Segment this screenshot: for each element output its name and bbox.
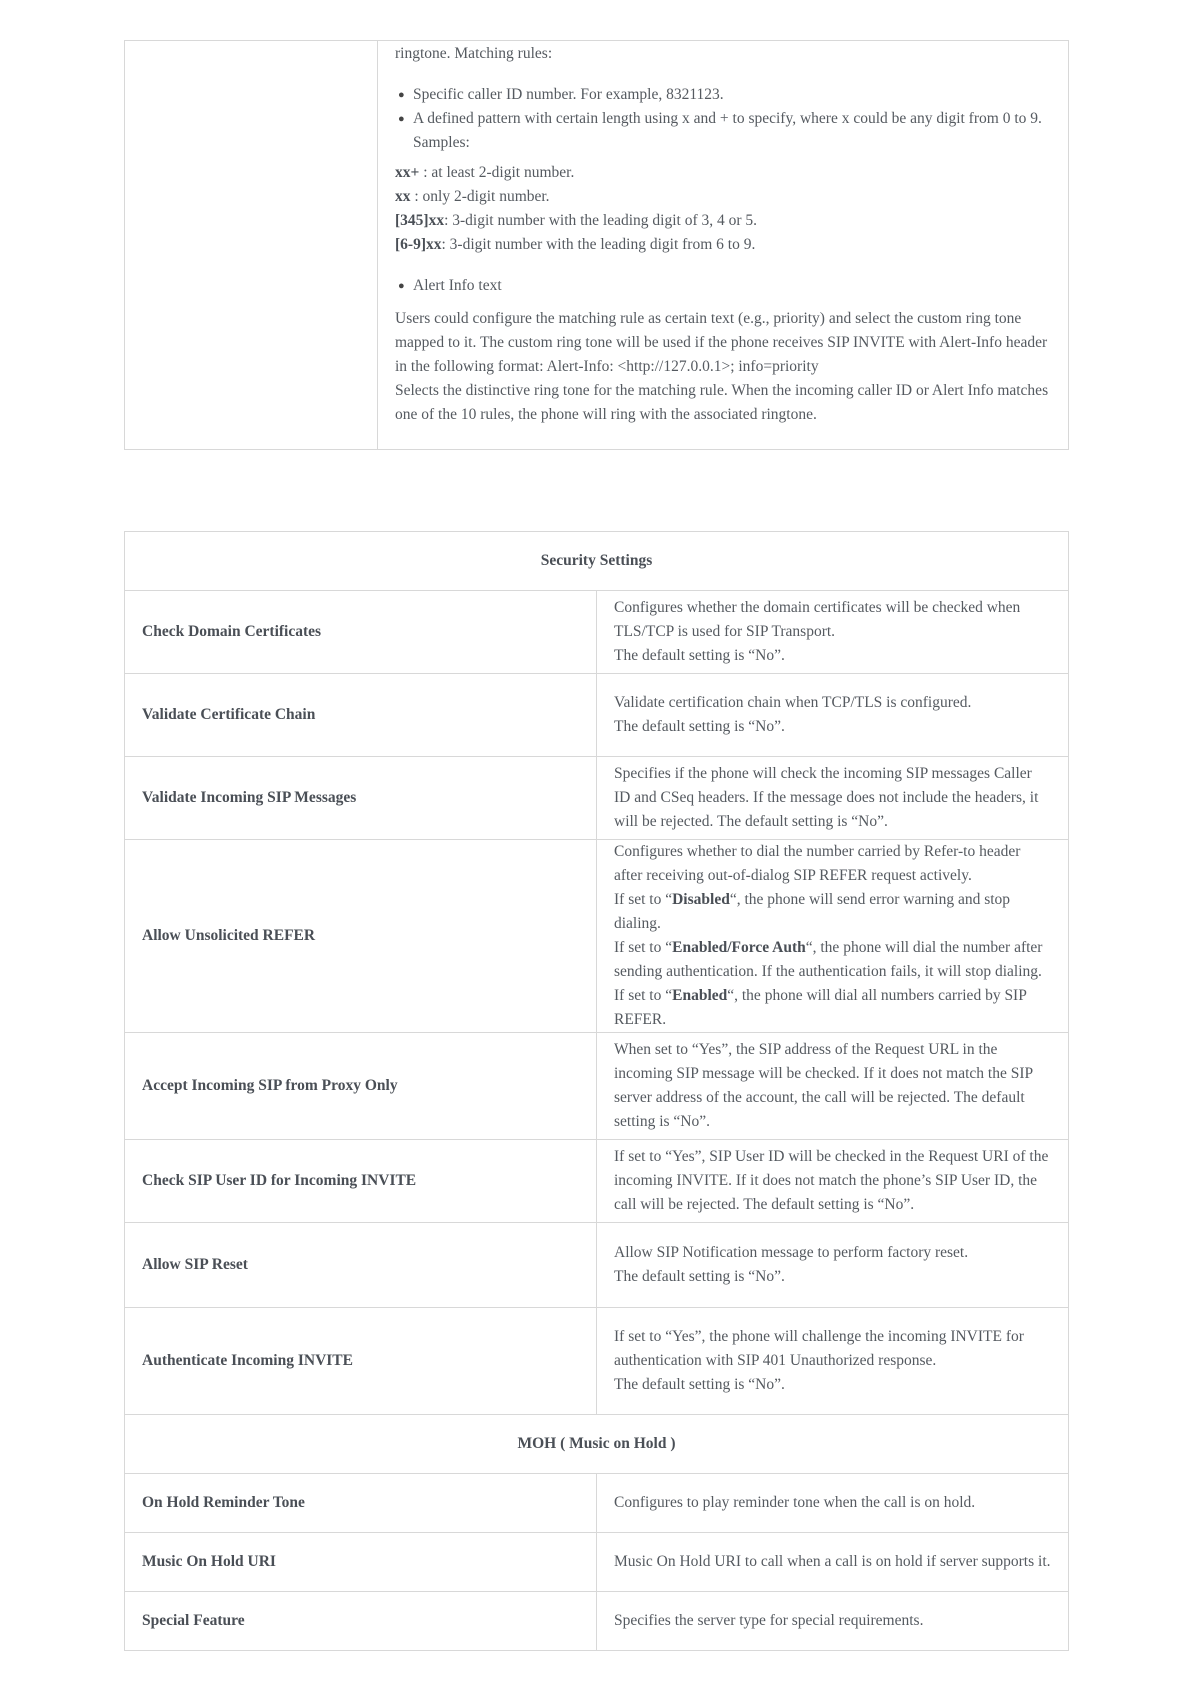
ringtone-intro: ringtone. Matching rules: (395, 45, 553, 62)
allow-refer-label: Allow Unsolicited REFER (125, 840, 597, 1033)
reminder-tone-label: On Hold Reminder Tone (125, 1474, 597, 1533)
table-row (125, 1592, 1069, 1651)
selects-desc: Selects the distinctive ring tone for the matching rule. When the incoming caller ID or Alert Info matches one of the 10 rules, the phone will ring with the associated ringtone. (395, 382, 1049, 423)
special-feature-desc: Specifies the server type for special requirements. (597, 1592, 1069, 1651)
ringtone-desc-cell (378, 41, 1069, 450)
section-header-row (125, 532, 1069, 591)
list-item: ● Alert Info text (395, 274, 1051, 298)
reminder-tone-desc: Configures to play reminder tone when the call is on hold. (597, 1474, 1069, 1533)
table-row (125, 1140, 1069, 1223)
validate-incoming-label: Validate Incoming SIP Messages (125, 757, 597, 840)
security-settings-table (124, 531, 1069, 1651)
check-domain-desc: Configures whether the domain certificates will be checked when TLS/TCP is used for SIP Transport. The default setting is “No”. (597, 591, 1069, 674)
check-user-id-desc: If set to “Yes”, SIP User ID will be checked in the Request URI of the incoming INVITE. If it does not match the phone’s SIP User ID, the call will be rejected. The default setting is “No”. (597, 1140, 1069, 1223)
table-row (125, 1533, 1069, 1592)
sample-line: xx+ : at least 2-digit number. (395, 164, 575, 181)
check-user-id-label: Check SIP User ID for Incoming INVITE (125, 1140, 597, 1223)
alert-info-desc: Users could configure the matching rule as certain text (e.g., priority) and select the custom ring tone mapped to it. The custom ring tone will be used if the phone receives SIP INVITE with Alert-Info header in the following format: Alert-Info: <http://127.0.0.1>; info=priority (395, 310, 1048, 375)
ringtone-rules-row (125, 41, 1069, 450)
table-row (125, 1223, 1069, 1308)
sample-line: [6-9]xx: 3-digit number with the leading digit from 6 to 9. (395, 236, 756, 253)
list-item: ● A defined pattern with certain length using x and + to specify, where x could be any digit from 0 to 9. Samples: (395, 107, 1051, 155)
section-header-row (125, 1415, 1069, 1474)
sample-line: [345]xx: 3-digit number with the leading digit of 3, 4 or 5. (395, 212, 758, 229)
table-row (125, 591, 1069, 674)
allow-reset-desc: Allow SIP Notification message to perform factory reset. The default setting is “No”. (597, 1223, 1069, 1308)
allow-reset-label: Allow SIP Reset (125, 1223, 597, 1308)
sample-line: xx : only 2-digit number. (395, 188, 550, 205)
table-row (125, 840, 1069, 1033)
ringtone-rules-table (124, 40, 1069, 450)
auth-invite-desc: If set to “Yes”, the phone will challenge the incoming INVITE for authentication with SIP 401 Unauthorized response. The default setting is “No”. (597, 1308, 1069, 1415)
alert-info-list (395, 274, 1051, 298)
special-feature-label: Special Feature (125, 1592, 597, 1651)
security-settings-title: Security Settings (125, 532, 1069, 591)
table-row (125, 1308, 1069, 1415)
auth-invite-label: Authenticate Incoming INVITE (125, 1308, 597, 1415)
accept-proxy-desc: When set to “Yes”, the SIP address of the Request URL in the incoming SIP message will be checked. If it does not match the SIP server address of the account, the call will be rejected. The default setting is “No”. (597, 1033, 1069, 1140)
table-row (125, 1474, 1069, 1533)
allow-refer-desc: Configures whether to dial the number carried by Refer-to header after receiving out-of-dialog SIP REFER request actively. If set to “Disabled“, the phone will send error warning and stop dialing. If set to “Enabled/Force Auth“, the phone will dial the number after sending authentication. If the authentication fails, it will stop dialing. If set to “Enabled“, the phone will dial all numbers carried by SIP REFER. (597, 840, 1069, 1033)
validate-incoming-desc: Specifies if the phone will check the incoming SIP messages Caller ID and CSeq headers. If the message does not include the headers, it will be rejected. The default setting is “No”. (597, 757, 1069, 840)
moh-title: MOH ( Music on Hold ) (125, 1415, 1069, 1474)
moh-uri-label: Music On Hold URI (125, 1533, 597, 1592)
validate-chain-label: Validate Certificate Chain (125, 674, 597, 757)
table-row (125, 1033, 1069, 1140)
table-row (125, 674, 1069, 757)
matching-rules-list (395, 83, 1051, 155)
validate-chain-desc: Validate certification chain when TCP/TLS is configured. The default setting is “No”. (597, 674, 1069, 757)
table-row (125, 757, 1069, 840)
accept-proxy-label: Accept Incoming SIP from Proxy Only (125, 1033, 597, 1140)
ringtone-label-cell (125, 41, 378, 450)
pattern-samples (395, 161, 1051, 257)
check-domain-label: Check Domain Certificates (125, 591, 597, 674)
list-item: ● Specific caller ID number. For example, 8321123. (395, 83, 1051, 107)
moh-uri-desc: Music On Hold URI to call when a call is on hold if server supports it. (597, 1533, 1069, 1592)
